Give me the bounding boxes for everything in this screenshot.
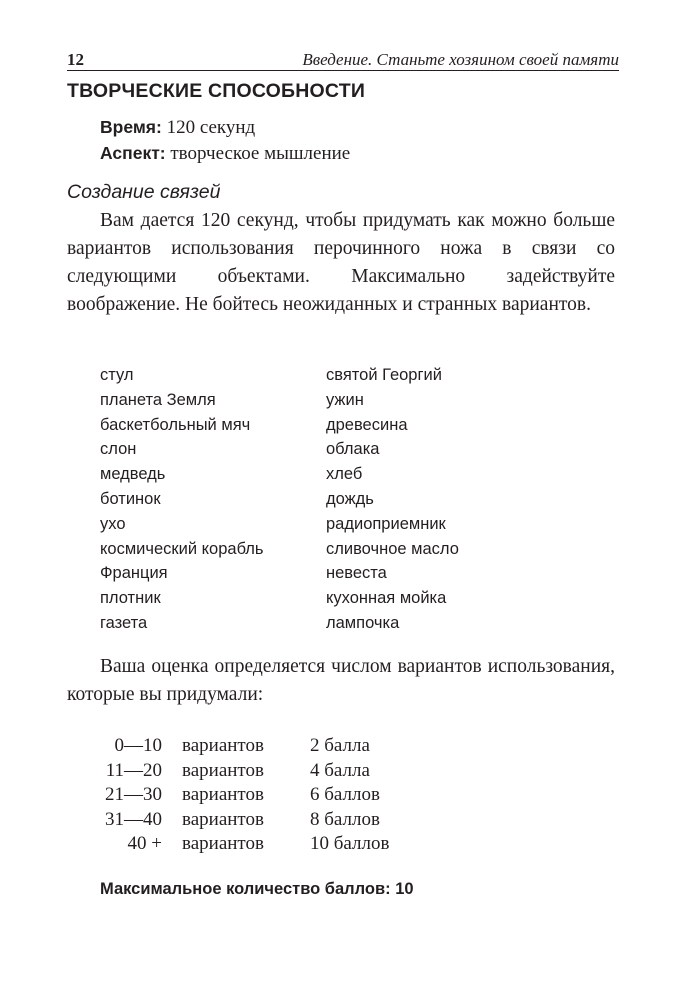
list-item	[100, 512, 459, 537]
object-right: кухонная мойка	[326, 589, 447, 608]
object-right: облака	[326, 440, 380, 459]
intro-paragraph: Вам дается 120 секунд, чтобы придумать как можно больше вариантов использования перочинного ножа в связи со следующими объектами. Максимально задействуйте воображение. Не бойтесь неожиданных и странных вариантов.	[67, 210, 615, 315]
object-left: медведь	[100, 465, 166, 484]
list-item	[100, 388, 459, 413]
object-left: планета Земля	[100, 390, 216, 409]
list-item	[100, 537, 459, 562]
object-right: хлеб	[326, 465, 363, 484]
list-item	[100, 462, 459, 487]
list-item	[100, 363, 459, 388]
table-row	[80, 808, 389, 833]
score-points: 6 баллов	[310, 784, 380, 806]
score-range: 40 +	[127, 833, 162, 855]
aspect-value: творческое мышление	[170, 143, 351, 164]
list-item	[100, 487, 459, 512]
object-right: лампочка	[326, 613, 400, 632]
max-score-label: Максимальное количество баллов	[100, 880, 386, 898]
object-right: сливочное масло	[326, 539, 459, 558]
object-right: дождь	[326, 489, 374, 508]
page-header	[67, 50, 619, 71]
list-item	[100, 437, 459, 462]
object-left: ботинок	[100, 489, 161, 508]
meta-aspect: Аспект: творческое мышление	[100, 143, 351, 164]
object-left: баскетбольный мяч	[100, 415, 251, 434]
running-title: Введение. Станьте хозяином своей памяти	[302, 50, 619, 69]
list-item	[100, 586, 459, 611]
list-item	[100, 611, 459, 636]
score-table	[80, 734, 389, 857]
object-right: радиоприемник	[326, 514, 446, 533]
score-word: вариантов	[182, 833, 264, 855]
object-left: ухо	[100, 514, 126, 533]
meta-time: Время: 120 секунд	[100, 117, 256, 138]
object-left: стул	[100, 366, 134, 384]
score-points: 10 баллов	[310, 833, 390, 855]
object-left: Франция	[100, 564, 168, 583]
max-score-line: Максимальное количество баллов: 10	[100, 880, 414, 898]
object-left: плотник	[100, 589, 161, 608]
score-word: вариантов	[182, 759, 264, 781]
object-right: древесина	[326, 415, 408, 434]
objects-list	[100, 363, 459, 636]
object-left: слон	[100, 440, 137, 459]
score-range: 0—10	[114, 735, 162, 756]
section-title: ТВОРЧЕСКИЕ СПОСОБНОСТИ	[67, 80, 366, 102]
subheading: Создание связей	[67, 181, 221, 203]
table-row	[80, 832, 389, 857]
object-right: святой Георгий	[326, 366, 442, 384]
score-word: вариантов	[182, 784, 264, 806]
score-word: вариантов	[182, 808, 264, 830]
table-row	[80, 783, 389, 808]
score-points: 4 балла	[310, 759, 370, 781]
score-range: 11—20	[105, 759, 162, 781]
time-value: 120 секунд	[166, 117, 256, 138]
score-points: 8 баллов	[310, 808, 380, 830]
score-paragraph: Ваша оценка определяется числом вариантов использования, которые вы придумали:	[67, 656, 615, 705]
score-points: 2 балла	[310, 735, 370, 756]
object-right: ужин	[326, 390, 364, 409]
object-left: космический корабль	[100, 539, 264, 558]
object-left: газета	[100, 613, 148, 632]
object-right: невеста	[326, 564, 387, 583]
page-number: 12	[67, 50, 84, 69]
score-word: вариантов	[182, 735, 264, 756]
aspect-label: Аспект	[100, 143, 160, 163]
list-item	[100, 561, 459, 586]
table-row	[80, 759, 389, 784]
max-score-value: 10	[395, 880, 414, 898]
time-label: Время	[100, 117, 156, 137]
score-range: 21—30	[105, 784, 162, 806]
table-row	[80, 734, 389, 759]
list-item	[100, 413, 459, 438]
score-range: 31—40	[105, 808, 162, 830]
